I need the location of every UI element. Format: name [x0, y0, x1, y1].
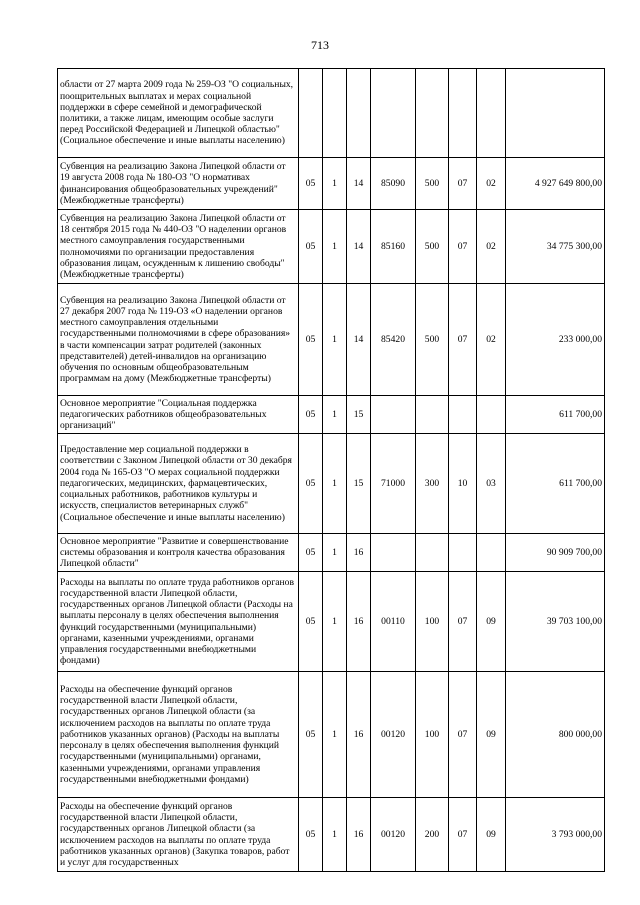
table-row [58, 672, 605, 798]
expense-type-cell: 500 [416, 158, 449, 210]
subsection-cell [477, 69, 506, 158]
event-code-cell: 16 [347, 672, 371, 798]
expense-type-cell: 100 [416, 672, 449, 798]
expense-type-cell: 200 [416, 798, 449, 872]
table-row [58, 69, 605, 158]
budget-table [57, 68, 605, 872]
amount-cell: 3 793 000,00 [506, 798, 605, 872]
direction-code-cell: 85090 [371, 158, 416, 210]
event-code-cell: 16 [347, 572, 371, 672]
program-code-cell: 05 [299, 572, 323, 672]
subprogram-code-cell: 1 [323, 672, 347, 798]
program-code-cell: 05 [299, 210, 323, 284]
event-code-cell: 15 [347, 434, 371, 534]
direction-code-cell: 00120 [371, 798, 416, 872]
event-code-cell: 14 [347, 210, 371, 284]
expense-type-cell [416, 69, 449, 158]
page-number: 713 [311, 38, 329, 52]
program-code-cell: 05 [299, 158, 323, 210]
row-name-cell: Расходы на выплаты по оплате труда работников органов государственной власти Липецкой области, государственных органов Липецкой области (Расходы на выплаты персоналу в целях обеспечения выполнения функций государственными (муниципальными) органами, казенными учреждениями, органами управления государственными внебюджетными фондами) [58, 572, 299, 672]
subsection-cell: 09 [477, 798, 506, 872]
section-cell: 07 [449, 798, 477, 872]
direction-code-cell [371, 534, 416, 572]
direction-code-cell [371, 396, 416, 434]
direction-code-cell: 71000 [371, 434, 416, 534]
row-name-cell: Расходы на обеспечение функций органов государственной власти Липецкой области, государственных органов Липецкой области (за исключением расходов на выплаты по оплате труда работников указанных органов) (Расходы на выплаты персоналу в целях обеспечения выполнения функций государственными (муниципальными) органами, казенными учреждениями, органами управления государственными внебюджетными фондами) [58, 672, 299, 798]
direction-code-cell [371, 69, 416, 158]
expense-type-cell: 500 [416, 210, 449, 284]
row-name-cell: Субвенция на реализацию Закона Липецкой области от 27 декабря 2007 года № 119-ОЗ «О наделении органов местного самоуправления отдельными государственными полномочиями в сфере образования» в части компенсации затрат родителей (законных представителей) детей-инвалидов на организацию обучения по основным общеобразовательным программам на дому (Межбюджетные трансферты) [58, 284, 299, 396]
event-code-cell [347, 69, 371, 158]
subsection-cell [477, 534, 506, 572]
expense-type-cell [416, 396, 449, 434]
subsection-cell: 09 [477, 672, 506, 798]
table-row [58, 572, 605, 672]
amount-cell: 34 775 300,00 [506, 210, 605, 284]
amount-cell [506, 69, 605, 158]
subprogram-code-cell: 1 [323, 572, 347, 672]
program-code-cell: 05 [299, 534, 323, 572]
table-row [58, 434, 605, 534]
event-code-cell: 16 [347, 534, 371, 572]
event-code-cell: 14 [347, 158, 371, 210]
row-name-cell: Субвенция на реализацию Закона Липецкой области от 18 сентября 2015 года № 440-ОЗ "О наделении органов местного самоуправления государственными полномочиями по организации предоставления образования лицам, осужденным к лишению свободы" (Межбюджетные трансферты) [58, 210, 299, 284]
program-code-cell: 05 [299, 284, 323, 396]
amount-cell: 233 000,00 [506, 284, 605, 396]
event-code-cell: 14 [347, 284, 371, 396]
amount-cell: 39 703 100,00 [506, 572, 605, 672]
row-name-cell: области от 27 марта 2009 года № 259-ОЗ "О социальных, поощрительных выплатах и мерах социальной поддержки в сфере семейной и демографической политики, а также лицам, имеющим особые заслуги перед Российской Федерацией и Липецкой областью" (Социальное обеспечение и иные выплаты населению) [58, 69, 299, 158]
event-code-cell: 16 [347, 798, 371, 872]
table-row [58, 158, 605, 210]
table-row [58, 798, 605, 872]
subprogram-code-cell: 1 [323, 396, 347, 434]
row-name-cell: Предоставление мер социальной поддержки в соответствии с Законом Липецкой области от 30 декабря 2004 года № 165-ОЗ "О мерах социальной поддержки педагогических, медицинских, фармацевтических, социальных работников, работников культуры и искусств, специалистов ветеринарных служб" (Социальное обеспечение и иные выплаты населению) [58, 434, 299, 534]
subprogram-code-cell: 1 [323, 798, 347, 872]
amount-cell: 90 909 700,00 [506, 534, 605, 572]
table-row [58, 284, 605, 396]
direction-code-cell: 85160 [371, 210, 416, 284]
direction-code-cell: 85420 [371, 284, 416, 396]
subsection-cell: 09 [477, 572, 506, 672]
subsection-cell [477, 396, 506, 434]
section-cell [449, 534, 477, 572]
amount-cell: 4 927 649 800,00 [506, 158, 605, 210]
section-cell: 07 [449, 672, 477, 798]
program-code-cell: 05 [299, 672, 323, 798]
expense-type-cell: 300 [416, 434, 449, 534]
amount-cell: 611 700,00 [506, 434, 605, 534]
section-cell [449, 396, 477, 434]
program-code-cell [299, 69, 323, 158]
expense-type-cell: 100 [416, 572, 449, 672]
event-code-cell: 15 [347, 396, 371, 434]
expense-type-cell [416, 534, 449, 572]
subsection-cell: 03 [477, 434, 506, 534]
subprogram-code-cell: 1 [323, 434, 347, 534]
section-cell: 07 [449, 572, 477, 672]
subsection-cell: 02 [477, 210, 506, 284]
section-cell: 07 [449, 158, 477, 210]
program-code-cell: 05 [299, 396, 323, 434]
section-cell: 07 [449, 210, 477, 284]
table-row [58, 396, 605, 434]
subprogram-code-cell: 1 [323, 284, 347, 396]
section-cell: 10 [449, 434, 477, 534]
amount-cell: 800 000,00 [506, 672, 605, 798]
amount-cell: 611 700,00 [506, 396, 605, 434]
row-name-cell: Основное мероприятие "Социальная поддержка педагогических работников общеобразовательных организаций" [58, 396, 299, 434]
subsection-cell: 02 [477, 284, 506, 396]
expense-type-cell: 500 [416, 284, 449, 396]
direction-code-cell: 00120 [371, 672, 416, 798]
subsection-cell: 02 [477, 158, 506, 210]
section-cell: 07 [449, 284, 477, 396]
row-name-cell: Субвенция на реализацию Закона Липецкой области от 19 августа 2008 года № 180-ОЗ "О нормативах финансирования общеобразовательных учреждений" (Межбюджетные трансферты) [58, 158, 299, 210]
subprogram-code-cell: 1 [323, 158, 347, 210]
subprogram-code-cell: 1 [323, 210, 347, 284]
row-name-cell: Расходы на обеспечение функций органов государственной власти Липецкой области, государственных органов Липецкой области (за исключением расходов на выплаты по оплате труда работников указанных органов) (Закупка товаров, работ и услуг для государственных [58, 798, 299, 872]
program-code-cell: 05 [299, 434, 323, 534]
table-row [58, 210, 605, 284]
section-cell [449, 69, 477, 158]
subprogram-code-cell: 1 [323, 534, 347, 572]
program-code-cell: 05 [299, 798, 323, 872]
direction-code-cell: 00110 [371, 572, 416, 672]
table-row [58, 534, 605, 572]
row-name-cell: Основное мероприятие "Развитие и совершенствование системы образования и контроля качества образования Липецкой области" [58, 534, 299, 572]
subprogram-code-cell [323, 69, 347, 158]
table-body [58, 69, 605, 872]
